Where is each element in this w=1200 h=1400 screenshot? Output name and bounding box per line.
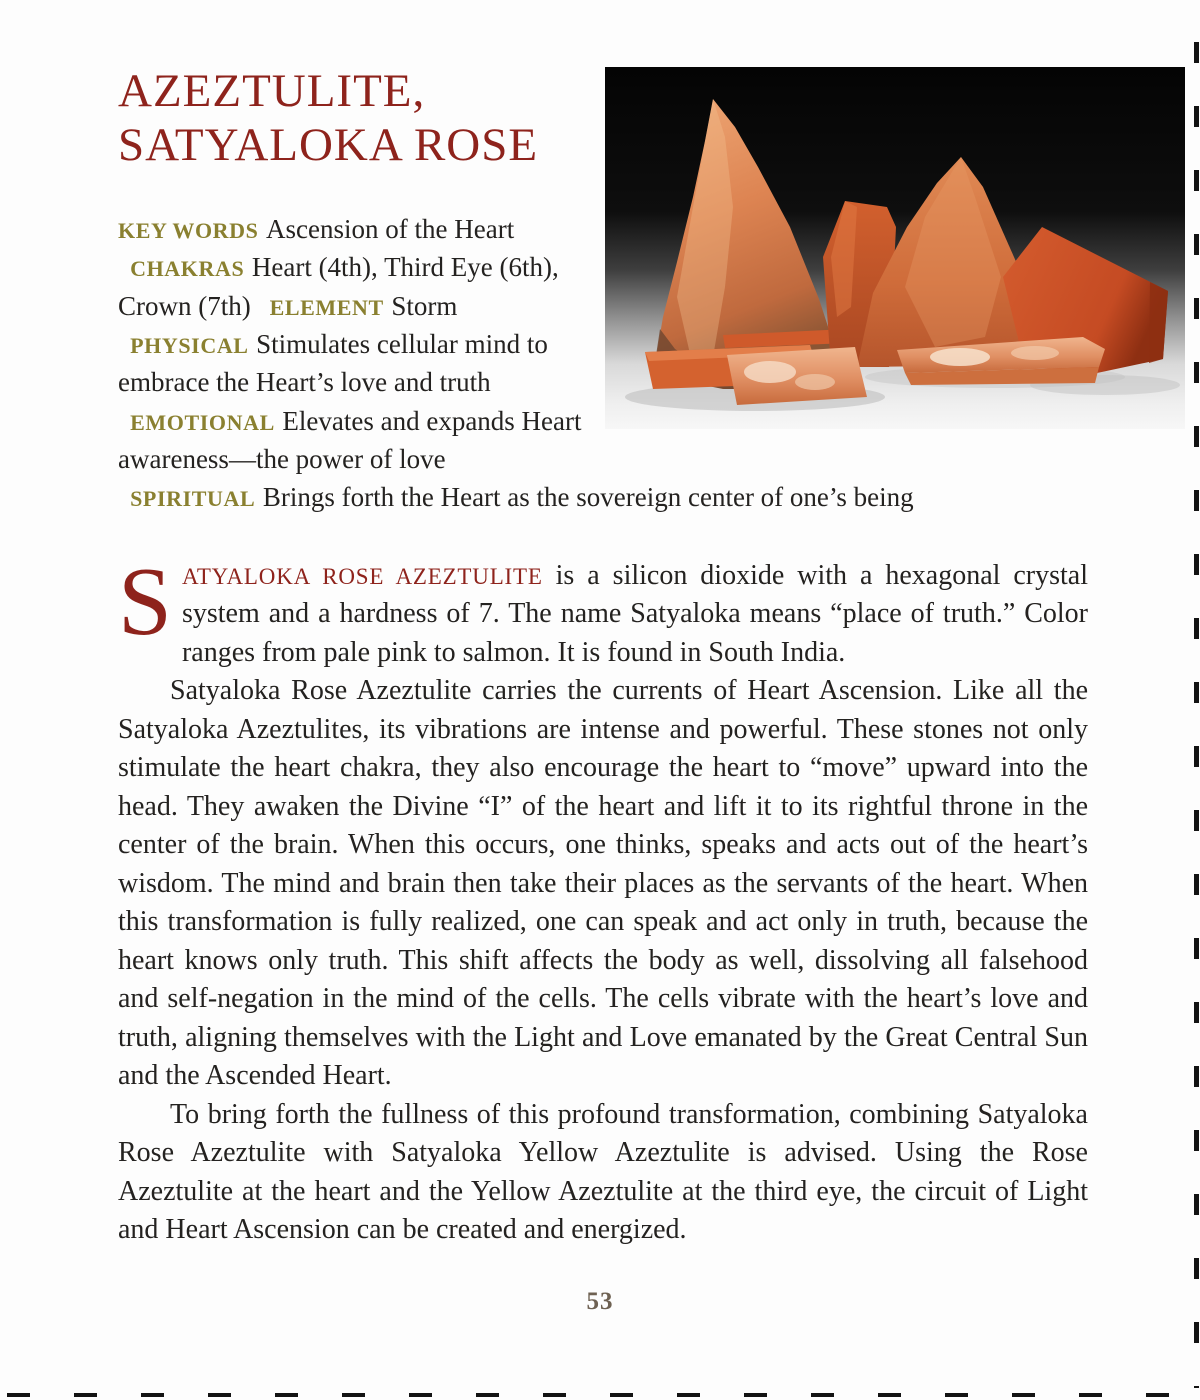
attribute-value: Brings forth the Heart as the sovereign center of one’s being bbox=[262, 482, 914, 513]
attribute-value: Elevates and expands Heart awareness—the power of love bbox=[118, 405, 582, 475]
lead-in-small-caps: ATYALOKA ROSE AZEZTULITE bbox=[181, 563, 543, 589]
page-content bbox=[0, 64, 1200, 1250]
attribute-label: SPIRITUAL bbox=[130, 486, 256, 512]
attribute-value: Heart (4th), Third Eye (6th), Crown (7th) bbox=[118, 252, 559, 321]
attribute-label: KEY WORDS bbox=[118, 218, 259, 244]
attribute-value: Stimulates cellular mind to embrace the Heart’s love and truth bbox=[118, 329, 548, 398]
page-edge-ticks bbox=[1194, 42, 1199, 1388]
page-number: 53 bbox=[586, 1288, 614, 1315]
page-edge-dashes bbox=[7, 1393, 1196, 1397]
paragraph: Satyaloka Rose Azeztulite carries the currents of Heart Ascension. Like all the Satyaloka Azeztulites, its vibrations are intense and powerful. These stones not only stimulate the heart chakra, they also encourage the heart to “move” upward into the head. They awaken the Divine “I” of the heart and lift it to its rightful throne in the center of the brain. When this occurs, one thinks, speaks and acts out of the heart’s wisdom. The mind and brain then take their places as the servants of the heart. When this transformation is fully realized, one can speak and act only in truth, because the heart knows only truth. This shift affects the body as well, dissolving all falsehood and self-negation in the mind of the cells. The cells vibrate with the heart’s love and truth, aligning themselves with the Light and Love emanated by the Great Central Sun and the Ascended Heart. bbox=[118, 675, 1088, 1092]
body-paragraphs bbox=[118, 672, 1088, 1250]
attribute-label: CHAKRAS bbox=[130, 256, 245, 282]
crystal-photo-image bbox=[605, 67, 1185, 429]
intro-paragraph bbox=[118, 547, 1088, 673]
drop-cap: S bbox=[118, 547, 172, 655]
attribute-label: PHYSICAL bbox=[130, 333, 249, 359]
page-title-line1: AZEZTULITE, bbox=[118, 65, 426, 117]
page-title-line2: SATYALOKA ROSE bbox=[118, 119, 539, 172]
attribute-value: Ascension of the Heart bbox=[266, 214, 515, 245]
attribute-label: EMOTIONAL bbox=[130, 409, 275, 435]
crystal-photo bbox=[605, 67, 1185, 429]
paragraph: To bring forth the fullness of this profound transformation, combining Satyaloka Rose Azeztulite with Satyaloka Yellow Azeztulite is advised. Using the Rose Azeztulite at the heart and the Yellow Azeztulite at the third eye, the circuit of Light and Heart Ascension can be created and energized. bbox=[118, 1098, 1088, 1246]
intro-text: is a silicon dioxide with a hexagonal crystal system and a hardness of 7. The name Satyaloka means “place of truth.” Color ranges from pale pink to salmon. It is found in South India. bbox=[181, 559, 1088, 668]
attribute-value: Storm bbox=[391, 290, 458, 321]
attribute-label: ELEMENT bbox=[269, 294, 384, 320]
